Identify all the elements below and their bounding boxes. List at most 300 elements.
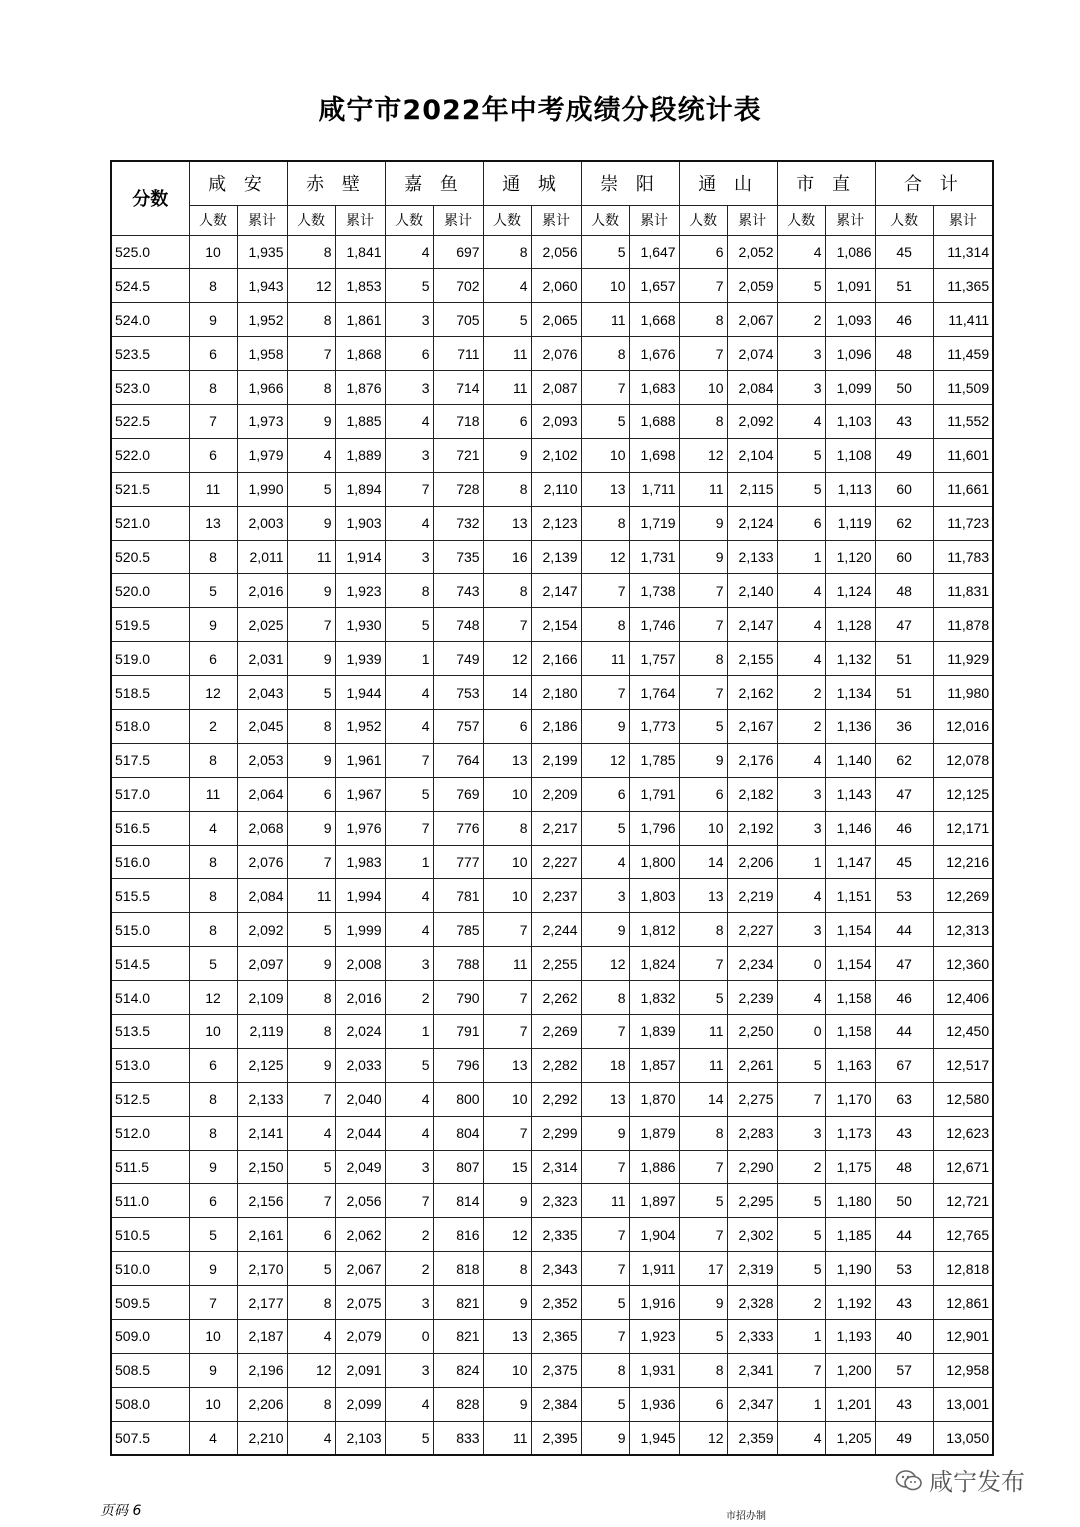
count-cell: 51 <box>875 676 933 710</box>
count-cell: 1 <box>777 540 825 574</box>
cumulative-cell: 2,187 <box>237 1320 287 1354</box>
cumulative-cell: 1,140 <box>825 743 875 777</box>
cumulative-cell: 2,209 <box>531 777 581 811</box>
cumulative-cell: 2,119 <box>237 1014 287 1048</box>
cumulative-cell: 2,352 <box>531 1286 581 1320</box>
cumulative-cell: 2,156 <box>237 1184 287 1218</box>
cumulative-cell: 1,120 <box>825 540 875 574</box>
count-cell: 4 <box>777 743 825 777</box>
count-cell: 12 <box>483 642 531 676</box>
count-cell: 9 <box>189 1150 237 1184</box>
cumulative-cell: 2,196 <box>237 1353 287 1387</box>
count-cell: 62 <box>875 743 933 777</box>
cumulative-cell: 1,952 <box>335 709 385 743</box>
count-cell: 10 <box>581 438 629 472</box>
cumulative-cell: 2,154 <box>531 608 581 642</box>
sub-header-cumulative: 累计 <box>727 205 777 235</box>
count-cell: 8 <box>189 1116 237 1150</box>
count-cell: 10 <box>483 1082 531 1116</box>
group-header-shizhi: 市 直 <box>777 161 875 205</box>
count-cell: 40 <box>875 1320 933 1354</box>
cumulative-cell: 2,244 <box>531 913 581 947</box>
table-row <box>111 1116 993 1150</box>
table-row <box>111 269 993 303</box>
count-cell: 6 <box>679 235 727 269</box>
score-header: 分数 <box>111 161 189 235</box>
count-cell: 5 <box>385 1048 433 1082</box>
count-cell: 4 <box>287 1421 335 1455</box>
count-cell: 5 <box>679 1320 727 1354</box>
count-cell: 7 <box>777 1082 825 1116</box>
cumulative-cell: 2,099 <box>335 1387 385 1421</box>
count-cell: 9 <box>581 1116 629 1150</box>
count-cell: 8 <box>287 1014 335 1048</box>
cumulative-cell: 1,945 <box>629 1421 679 1455</box>
count-cell: 62 <box>875 506 933 540</box>
count-cell: 8 <box>581 506 629 540</box>
cumulative-cell: 2,087 <box>531 371 581 405</box>
cumulative-cell: 1,764 <box>629 676 679 710</box>
cumulative-cell: 711 <box>433 337 483 371</box>
sub-header-count: 人数 <box>385 205 433 235</box>
count-cell: 3 <box>777 913 825 947</box>
cumulative-cell: 1,894 <box>335 472 385 506</box>
count-cell: 13 <box>483 743 531 777</box>
header-row-groups <box>111 161 993 205</box>
cumulative-cell: 2,269 <box>531 1014 581 1048</box>
cumulative-cell: 1,791 <box>629 777 679 811</box>
cumulative-cell: 2,091 <box>335 1353 385 1387</box>
count-cell: 53 <box>875 1252 933 1286</box>
count-cell: 8 <box>287 1387 335 1421</box>
cumulative-cell: 11,878 <box>933 608 993 642</box>
wechat-icon <box>895 1469 923 1493</box>
count-cell: 3 <box>385 540 433 574</box>
cumulative-cell: 2,064 <box>237 777 287 811</box>
cumulative-cell: 2,227 <box>727 913 777 947</box>
cumulative-cell: 12,406 <box>933 981 993 1015</box>
cumulative-cell: 11,365 <box>933 269 993 303</box>
table-row <box>111 1421 993 1455</box>
cumulative-cell: 1,757 <box>629 642 679 676</box>
score-cell: 518.5 <box>111 676 189 710</box>
cumulative-cell: 12,016 <box>933 709 993 743</box>
cumulative-cell: 828 <box>433 1387 483 1421</box>
count-cell: 1 <box>777 1387 825 1421</box>
cumulative-cell: 2,097 <box>237 947 287 981</box>
cumulative-cell: 1,200 <box>825 1353 875 1387</box>
cumulative-cell: 1,151 <box>825 879 875 913</box>
table-row <box>111 1014 993 1048</box>
cumulative-cell: 1,857 <box>629 1048 679 1082</box>
header-row-sub <box>111 205 993 235</box>
cumulative-cell: 1,839 <box>629 1014 679 1048</box>
cumulative-cell: 1,961 <box>335 743 385 777</box>
cumulative-cell: 2,016 <box>237 574 287 608</box>
count-cell: 7 <box>287 337 335 371</box>
count-cell: 10 <box>679 371 727 405</box>
count-cell: 8 <box>581 608 629 642</box>
cumulative-cell: 1,812 <box>629 913 679 947</box>
cumulative-cell: 2,103 <box>335 1421 385 1455</box>
cumulative-cell: 2,150 <box>237 1150 287 1184</box>
cumulative-cell: 791 <box>433 1014 483 1048</box>
count-cell: 4 <box>287 1320 335 1354</box>
count-cell: 9 <box>679 506 727 540</box>
cumulative-cell: 2,133 <box>727 540 777 574</box>
count-cell: 46 <box>875 303 933 337</box>
count-cell: 3 <box>385 1353 433 1387</box>
count-cell: 6 <box>483 709 531 743</box>
table-row <box>111 337 993 371</box>
cumulative-cell: 2,084 <box>727 371 777 405</box>
score-cell: 511.0 <box>111 1184 189 1218</box>
cumulative-cell: 2,033 <box>335 1048 385 1082</box>
cumulative-cell: 821 <box>433 1286 483 1320</box>
count-cell: 60 <box>875 540 933 574</box>
table-row <box>111 235 993 269</box>
cumulative-cell: 1,876 <box>335 371 385 405</box>
cumulative-cell: 1,824 <box>629 947 679 981</box>
count-cell: 8 <box>483 235 531 269</box>
count-cell: 1 <box>385 845 433 879</box>
cumulative-cell: 2,109 <box>237 981 287 1015</box>
cumulative-cell: 1,190 <box>825 1252 875 1286</box>
cumulative-cell: 697 <box>433 235 483 269</box>
score-cell: 521.5 <box>111 472 189 506</box>
table-row <box>111 574 993 608</box>
count-cell: 9 <box>287 506 335 540</box>
cumulative-cell: 2,124 <box>727 506 777 540</box>
group-header-chongyang: 崇 阳 <box>581 161 679 205</box>
cumulative-cell: 1,903 <box>335 506 385 540</box>
count-cell: 18 <box>581 1048 629 1082</box>
count-cell: 4 <box>777 404 825 438</box>
cumulative-cell: 777 <box>433 845 483 879</box>
cumulative-cell: 12,580 <box>933 1082 993 1116</box>
cumulative-cell: 1,205 <box>825 1421 875 1455</box>
cumulative-cell: 2,076 <box>237 845 287 879</box>
count-cell: 50 <box>875 371 933 405</box>
cumulative-cell: 785 <box>433 913 483 947</box>
count-cell: 12 <box>679 438 727 472</box>
sub-header-count: 人数 <box>581 205 629 235</box>
count-cell: 8 <box>189 743 237 777</box>
cumulative-cell: 2,025 <box>237 608 287 642</box>
count-cell: 4 <box>777 642 825 676</box>
cumulative-cell: 2,299 <box>531 1116 581 1150</box>
count-cell: 67 <box>875 1048 933 1082</box>
table-row <box>111 438 993 472</box>
score-cell: 521.0 <box>111 506 189 540</box>
cumulative-cell: 1,158 <box>825 981 875 1015</box>
cumulative-cell: 1,180 <box>825 1184 875 1218</box>
count-cell: 7 <box>581 1218 629 1252</box>
count-cell: 7 <box>581 1320 629 1354</box>
table-row <box>111 1320 993 1354</box>
cumulative-cell: 2,045 <box>237 709 287 743</box>
count-cell: 9 <box>581 1421 629 1455</box>
cumulative-cell: 12,671 <box>933 1150 993 1184</box>
cumulative-cell: 2,115 <box>727 472 777 506</box>
sub-header-cumulative: 累计 <box>237 205 287 235</box>
count-cell: 5 <box>287 676 335 710</box>
cumulative-cell: 11,831 <box>933 574 993 608</box>
cumulative-cell: 2,092 <box>727 404 777 438</box>
count-cell: 10 <box>189 235 237 269</box>
score-cell: 522.5 <box>111 404 189 438</box>
count-cell: 11 <box>189 472 237 506</box>
cumulative-cell: 1,853 <box>335 269 385 303</box>
count-cell: 3 <box>777 1116 825 1150</box>
score-cell: 508.0 <box>111 1387 189 1421</box>
table-row <box>111 642 993 676</box>
cumulative-cell: 702 <box>433 269 483 303</box>
cumulative-cell: 1,994 <box>335 879 385 913</box>
count-cell: 7 <box>385 811 433 845</box>
count-cell: 7 <box>581 574 629 608</box>
cumulative-cell: 2,044 <box>335 1116 385 1150</box>
cumulative-cell: 2,262 <box>531 981 581 1015</box>
cumulative-cell: 12,861 <box>933 1286 993 1320</box>
count-cell: 9 <box>483 1184 531 1218</box>
count-cell: 43 <box>875 404 933 438</box>
count-cell: 48 <box>875 1150 933 1184</box>
cumulative-cell: 2,323 <box>531 1184 581 1218</box>
score-cell: 515.0 <box>111 913 189 947</box>
cumulative-cell: 1,870 <box>629 1082 679 1116</box>
count-cell: 2 <box>777 676 825 710</box>
table-row <box>111 506 993 540</box>
count-cell: 11 <box>581 303 629 337</box>
count-cell: 7 <box>287 1184 335 1218</box>
count-cell: 9 <box>483 1387 531 1421</box>
cumulative-cell: 1,119 <box>825 506 875 540</box>
table-row <box>111 1286 993 1320</box>
count-cell: 8 <box>189 269 237 303</box>
count-cell: 9 <box>189 1353 237 1387</box>
cumulative-cell: 12,313 <box>933 913 993 947</box>
cumulative-cell: 1,973 <box>237 404 287 438</box>
cumulative-cell: 2,092 <box>237 913 287 947</box>
count-cell: 3 <box>581 879 629 913</box>
cumulative-cell: 2,140 <box>727 574 777 608</box>
watermark-text: 咸宁发布 <box>929 1468 1025 1496</box>
cumulative-cell: 2,060 <box>531 269 581 303</box>
score-cell: 523.5 <box>111 337 189 371</box>
count-cell: 48 <box>875 337 933 371</box>
sub-header-cumulative: 累计 <box>629 205 679 235</box>
count-cell: 12 <box>679 1421 727 1455</box>
cumulative-cell: 1,861 <box>335 303 385 337</box>
count-cell: 5 <box>189 947 237 981</box>
count-cell: 50 <box>875 1184 933 1218</box>
cumulative-cell: 1,731 <box>629 540 679 574</box>
count-cell: 10 <box>483 845 531 879</box>
count-cell: 5 <box>581 1286 629 1320</box>
table-row <box>111 1150 993 1184</box>
cumulative-cell: 1,952 <box>237 303 287 337</box>
score-cell: 515.5 <box>111 879 189 913</box>
cumulative-cell: 2,104 <box>727 438 777 472</box>
cumulative-cell: 1,916 <box>629 1286 679 1320</box>
count-cell: 4 <box>287 1116 335 1150</box>
group-header-tongshan: 通 山 <box>679 161 777 205</box>
cumulative-cell: 2,062 <box>335 1218 385 1252</box>
cumulative-cell: 769 <box>433 777 483 811</box>
group-header-xianan: 咸 安 <box>189 161 287 205</box>
cumulative-cell: 2,290 <box>727 1150 777 1184</box>
cumulative-cell: 2,075 <box>335 1286 385 1320</box>
cumulative-cell: 1,676 <box>629 337 679 371</box>
count-cell: 1 <box>777 845 825 879</box>
count-cell: 3 <box>777 777 825 811</box>
count-cell: 7 <box>777 1353 825 1387</box>
cumulative-cell: 2,333 <box>727 1320 777 1354</box>
count-cell: 5 <box>385 777 433 811</box>
cumulative-cell: 2,239 <box>727 981 777 1015</box>
cumulative-cell: 2,328 <box>727 1286 777 1320</box>
count-cell: 8 <box>581 981 629 1015</box>
count-cell: 5 <box>385 1421 433 1455</box>
count-cell: 4 <box>385 879 433 913</box>
count-cell: 6 <box>679 777 727 811</box>
count-cell: 17 <box>679 1252 727 1286</box>
score-cell: 516.5 <box>111 811 189 845</box>
count-cell: 6 <box>385 337 433 371</box>
table-row <box>111 709 993 743</box>
cumulative-cell: 2,347 <box>727 1387 777 1421</box>
cumulative-cell: 2,302 <box>727 1218 777 1252</box>
cumulative-cell: 1,688 <box>629 404 679 438</box>
sub-header-cumulative: 累计 <box>531 205 581 235</box>
count-cell: 5 <box>777 1048 825 1082</box>
count-cell: 5 <box>679 709 727 743</box>
cumulative-cell: 1,657 <box>629 269 679 303</box>
count-cell: 11 <box>679 472 727 506</box>
count-cell: 9 <box>189 1252 237 1286</box>
cumulative-cell: 1,154 <box>825 947 875 981</box>
table-row <box>111 472 993 506</box>
count-cell: 14 <box>679 845 727 879</box>
cumulative-cell: 2,102 <box>531 438 581 472</box>
count-cell: 5 <box>287 472 335 506</box>
count-cell: 7 <box>287 845 335 879</box>
table-row <box>111 947 993 981</box>
cumulative-cell: 1,931 <box>629 1353 679 1387</box>
count-cell: 5 <box>679 1184 727 1218</box>
cumulative-cell: 2,319 <box>727 1252 777 1286</box>
cumulative-cell: 1,647 <box>629 235 679 269</box>
count-cell: 2 <box>777 1150 825 1184</box>
count-cell: 8 <box>189 540 237 574</box>
count-cell: 8 <box>189 1082 237 1116</box>
count-cell: 12 <box>189 981 237 1015</box>
score-cell: 510.5 <box>111 1218 189 1252</box>
cumulative-cell: 2,219 <box>727 879 777 913</box>
count-cell: 7 <box>581 676 629 710</box>
count-cell: 45 <box>875 235 933 269</box>
score-cell: 511.5 <box>111 1150 189 1184</box>
count-cell: 5 <box>777 1218 825 1252</box>
count-cell: 7 <box>385 472 433 506</box>
cumulative-cell: 1,944 <box>335 676 385 710</box>
sub-header-cumulative: 累计 <box>433 205 483 235</box>
cumulative-cell: 2,292 <box>531 1082 581 1116</box>
count-cell: 10 <box>483 1353 531 1387</box>
cumulative-cell: 1,923 <box>335 574 385 608</box>
count-cell: 13 <box>483 1320 531 1354</box>
count-cell: 2 <box>385 1252 433 1286</box>
cumulative-cell: 12,721 <box>933 1184 993 1218</box>
count-cell: 4 <box>777 574 825 608</box>
count-cell: 7 <box>189 1286 237 1320</box>
count-cell: 10 <box>581 269 629 303</box>
count-cell: 10 <box>189 1014 237 1048</box>
count-cell: 7 <box>581 1150 629 1184</box>
cumulative-cell: 1,746 <box>629 608 679 642</box>
cumulative-cell: 1,976 <box>335 811 385 845</box>
cumulative-cell: 11,601 <box>933 438 993 472</box>
cumulative-cell: 1,936 <box>629 1387 679 1421</box>
cumulative-cell: 12,216 <box>933 845 993 879</box>
count-cell: 6 <box>189 337 237 371</box>
count-cell: 7 <box>483 1014 531 1048</box>
count-cell: 5 <box>777 472 825 506</box>
count-cell: 4 <box>777 879 825 913</box>
count-cell: 5 <box>287 913 335 947</box>
count-cell: 9 <box>581 913 629 947</box>
count-cell: 11 <box>581 1184 629 1218</box>
score-cell: 522.0 <box>111 438 189 472</box>
cumulative-cell: 11,723 <box>933 506 993 540</box>
count-cell: 9 <box>287 574 335 608</box>
count-cell: 10 <box>483 777 531 811</box>
cumulative-cell: 1,939 <box>335 642 385 676</box>
count-cell: 2 <box>385 981 433 1015</box>
count-cell: 4 <box>483 269 531 303</box>
score-cell: 520.0 <box>111 574 189 608</box>
page-title: 咸宁市2022年中考成绩分段统计表 <box>318 95 762 126</box>
count-cell: 8 <box>189 371 237 405</box>
count-cell: 12 <box>189 676 237 710</box>
count-cell: 5 <box>679 981 727 1015</box>
cumulative-cell: 11,314 <box>933 235 993 269</box>
table-row <box>111 1048 993 1082</box>
table-row <box>111 1218 993 1252</box>
count-cell: 3 <box>385 1286 433 1320</box>
count-cell: 4 <box>385 404 433 438</box>
score-distribution-table <box>110 160 994 1456</box>
cumulative-cell: 1,163 <box>825 1048 875 1082</box>
cumulative-cell: 2,234 <box>727 947 777 981</box>
cumulative-cell: 714 <box>433 371 483 405</box>
count-cell: 4 <box>189 811 237 845</box>
count-cell: 4 <box>385 1082 433 1116</box>
score-cell: 513.5 <box>111 1014 189 1048</box>
cumulative-cell: 2,161 <box>237 1218 287 1252</box>
cumulative-cell: 1,711 <box>629 472 679 506</box>
cumulative-cell: 12,623 <box>933 1116 993 1150</box>
cumulative-cell: 11,783 <box>933 540 993 574</box>
cumulative-cell: 1,999 <box>335 913 385 947</box>
count-cell: 13 <box>581 1082 629 1116</box>
cumulative-cell: 1,943 <box>237 269 287 303</box>
count-cell: 7 <box>483 608 531 642</box>
count-cell: 7 <box>679 608 727 642</box>
count-cell: 8 <box>483 811 531 845</box>
count-cell: 12 <box>483 1218 531 1252</box>
